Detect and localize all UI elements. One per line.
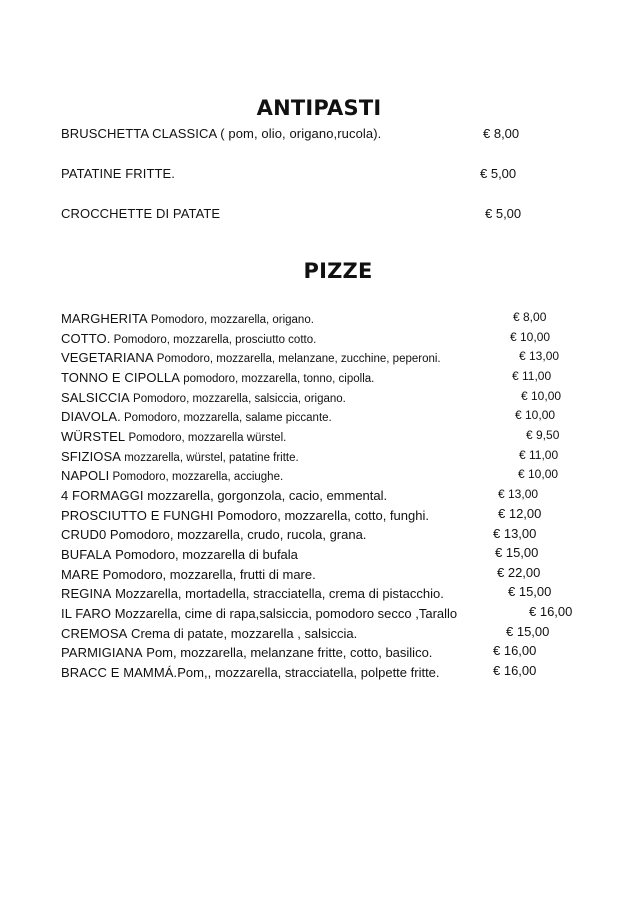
pizza-name: CRUD0 [61,527,107,542]
pizza-price: € 16,00 [493,643,537,658]
pizza-item [61,330,316,348]
pizza-description: Pomodoro, mozzarella di bufala [111,547,298,562]
pizza-price: € 13,00 [519,349,560,363]
pizza-item [61,526,366,544]
pizza-description: Pomodoro, mozzarella würstel. [125,432,287,444]
pizza-name: COTTO. [61,331,111,346]
pizza-description: Mozzarella, mortadella, stracciatella, crema di pistacchio. [111,586,444,601]
pizza-description: pomodoro, mozzarella, tonno, cipolla. [180,373,375,385]
pizza-price: € 15,00 [495,545,539,560]
pizza-item [61,408,332,426]
pizza-description: Pom,, mozzarella, stracciatella, polpette fritte. [177,665,440,680]
pizza-name: PROSCIUTTO E FUNGHI [61,508,214,523]
pizza-name: MARE [61,567,99,582]
pizza-price: € 16,00 [529,604,573,619]
pizza-description: Crema di patate, mozzarella , salsiccia. [127,626,358,641]
pizza-item [61,546,298,564]
pizza-price: € 12,00 [498,506,542,521]
pizza-item [61,448,299,466]
pizza-description: Pomodoro, mozzarella, crudo, rucola, grana. [106,527,367,542]
pizza-name: DIAVOLA. [61,409,121,424]
pizza-price: € 15,00 [508,584,552,599]
antipasti-item-text: CROCCHETTE DI PATATE [61,206,221,221]
pizza-description: mozzarella, würstel, patatine fritte. [121,452,299,464]
pizza-description: Pomodoro, mozzarella, acciughe. [109,471,284,483]
pizza-description: Pomodoro, mozzarella, salsiccia, origano. [129,393,346,405]
pizza-item [61,389,346,407]
pizza-price: € 10,00 [515,408,556,422]
pizza-name: REGINA [61,586,112,601]
antipasti-heading: ANTIPASTI [256,96,382,120]
pizza-name: NAPOLI [61,468,110,483]
pizza-description: Pom, mozzarella, melanzane fritte, cotto, basilico. [142,645,433,660]
pizza-description: Mozzarella, cime di rapa,salsiccia, pomodoro secco ,Tarallo [111,606,458,621]
pizza-item [61,487,387,505]
pizza-name: PARMIGIANA [61,645,143,660]
pizza-price: € 10,00 [518,467,559,481]
pizza-item [61,664,440,682]
pizza-name: BUFALA [61,547,112,562]
antipasti-item-price: € 8,00 [483,126,520,141]
pizza-description: Pomodoro, mozzarella, cotto, funghi. [213,508,429,523]
pizza-price: € 10,00 [510,330,551,344]
pizza-name: WÜRSTEL [61,429,126,444]
pizza-price: € 13,00 [498,487,539,501]
pizza-item [61,625,357,643]
pizza-name: TONNO E CIPOLLA [61,370,181,385]
pizza-item [61,428,286,446]
pizza-price: € 11,00 [512,369,552,383]
pizza-description: Pomodoro, mozzarella, prosciutto cotto. [110,334,317,346]
antipasti-item-text: BRUSCHETTA CLASSICA ( pom, olio, origano,rucola). [61,126,382,141]
pizza-name: MARGHERITA [61,311,148,326]
antipasti-item-text: PATATINE FRITTE. [61,166,176,181]
pizza-price: € 16,00 [493,663,537,678]
pizza-description: Pomodoro, mozzarella, origano. [147,314,314,326]
pizza-item [61,585,444,603]
pizza-item [61,605,457,623]
pizza-item [61,644,432,662]
pizza-item [61,566,316,584]
pizza-item [61,467,283,485]
pizza-item [61,349,441,367]
pizza-name: BRACC E MAMMÁ. [61,665,178,680]
antipasti-item-price: € 5,00 [480,166,517,181]
pizza-price: € 11,00 [519,448,559,462]
pizza-name: 4 FORMAGGI [61,488,144,503]
pizza-name: SFIZIOSA [61,449,122,464]
pizza-item [61,369,374,387]
pizza-name: CREMOSA [61,626,128,641]
pizza-item [61,507,429,525]
pizza-name: SALSICCIA [61,390,130,405]
pizza-description: mozzarella, gorgonzola, cacio, emmental. [143,488,388,503]
pizza-name: VEGETARIANA [61,350,154,365]
pizza-price: € 15,00 [506,624,550,639]
pizza-item [61,310,314,328]
pizze-heading: PIZZE [303,259,373,283]
pizza-price: € 9,50 [526,428,560,442]
pizza-price: € 8,00 [513,310,547,324]
pizza-description: Pomodoro, mozzarella, frutti di mare. [98,567,316,582]
antipasti-item-price: € 5,00 [485,206,522,221]
pizza-description: Pomodoro, mozzarella, melanzane, zucchine, peperoni. [153,353,441,365]
pizza-description: Pomodoro, mozzarella, salame piccante. [120,412,332,424]
pizza-name: IL FARO [61,606,112,621]
pizza-price: € 10,00 [521,389,562,403]
pizza-price: € 22,00 [497,565,541,580]
pizza-price: € 13,00 [493,526,537,541]
